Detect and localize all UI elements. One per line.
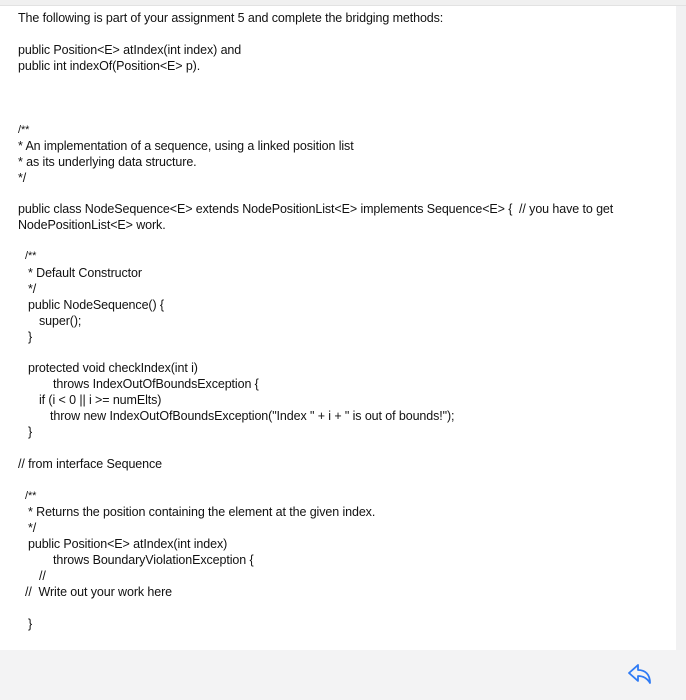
code-line: public int indexOf(Position<E> p).: [18, 59, 201, 73]
code-line: }: [28, 617, 33, 631]
code-line: */: [18, 171, 27, 185]
code-line: /**: [25, 490, 37, 502]
code-line: throw new IndexOutOfBoundsException("Index " + i + " is out of bounds!");: [50, 409, 455, 423]
code-line: if (i < 0 || i >= numElts): [39, 393, 162, 407]
code-line: NodePositionList<E> work.: [18, 218, 166, 232]
footer-bar: [0, 650, 686, 700]
code-line: }: [28, 425, 33, 439]
code-line: // Write out your work here: [25, 585, 173, 599]
code-line: super();: [39, 314, 82, 328]
intro-line: The following is part of your assignment 5 and complete the bridging methods:: [18, 11, 444, 25]
code-line: */: [28, 282, 37, 296]
code-line: */: [28, 521, 37, 535]
code-line: * An implementation of a sequence, using a linked position list: [18, 139, 354, 153]
code-line: * as its underlying data structure.: [18, 155, 197, 169]
scrollbar-track[interactable]: [676, 6, 686, 650]
code-line: public Position<E> atIndex(int index): [28, 537, 228, 551]
code-line: /**: [25, 250, 37, 262]
reply-button[interactable]: [626, 662, 654, 688]
reply-icon: [626, 662, 654, 688]
code-line: throws BoundaryViolationException {: [53, 553, 254, 567]
code-line: public NodeSequence() {: [28, 298, 164, 312]
code-line: public Position<E> atIndex(int index) and: [18, 43, 242, 57]
code-line: // from interface Sequence: [18, 457, 163, 471]
code-line: throws IndexOutOfBoundsException {: [53, 377, 259, 391]
code-line: protected void checkIndex(int i): [28, 361, 198, 375]
code-line: }: [28, 330, 33, 344]
code-line: /**: [18, 124, 30, 136]
code-line: //: [39, 569, 46, 583]
code-line: * Default Constructor: [28, 266, 142, 280]
code-line: public class NodeSequence<E> extends NodePositionList<E> implements Sequence<E> { // you have to get: [18, 202, 614, 216]
code-line: * Returns the position containing the element at the given index.: [28, 505, 376, 519]
